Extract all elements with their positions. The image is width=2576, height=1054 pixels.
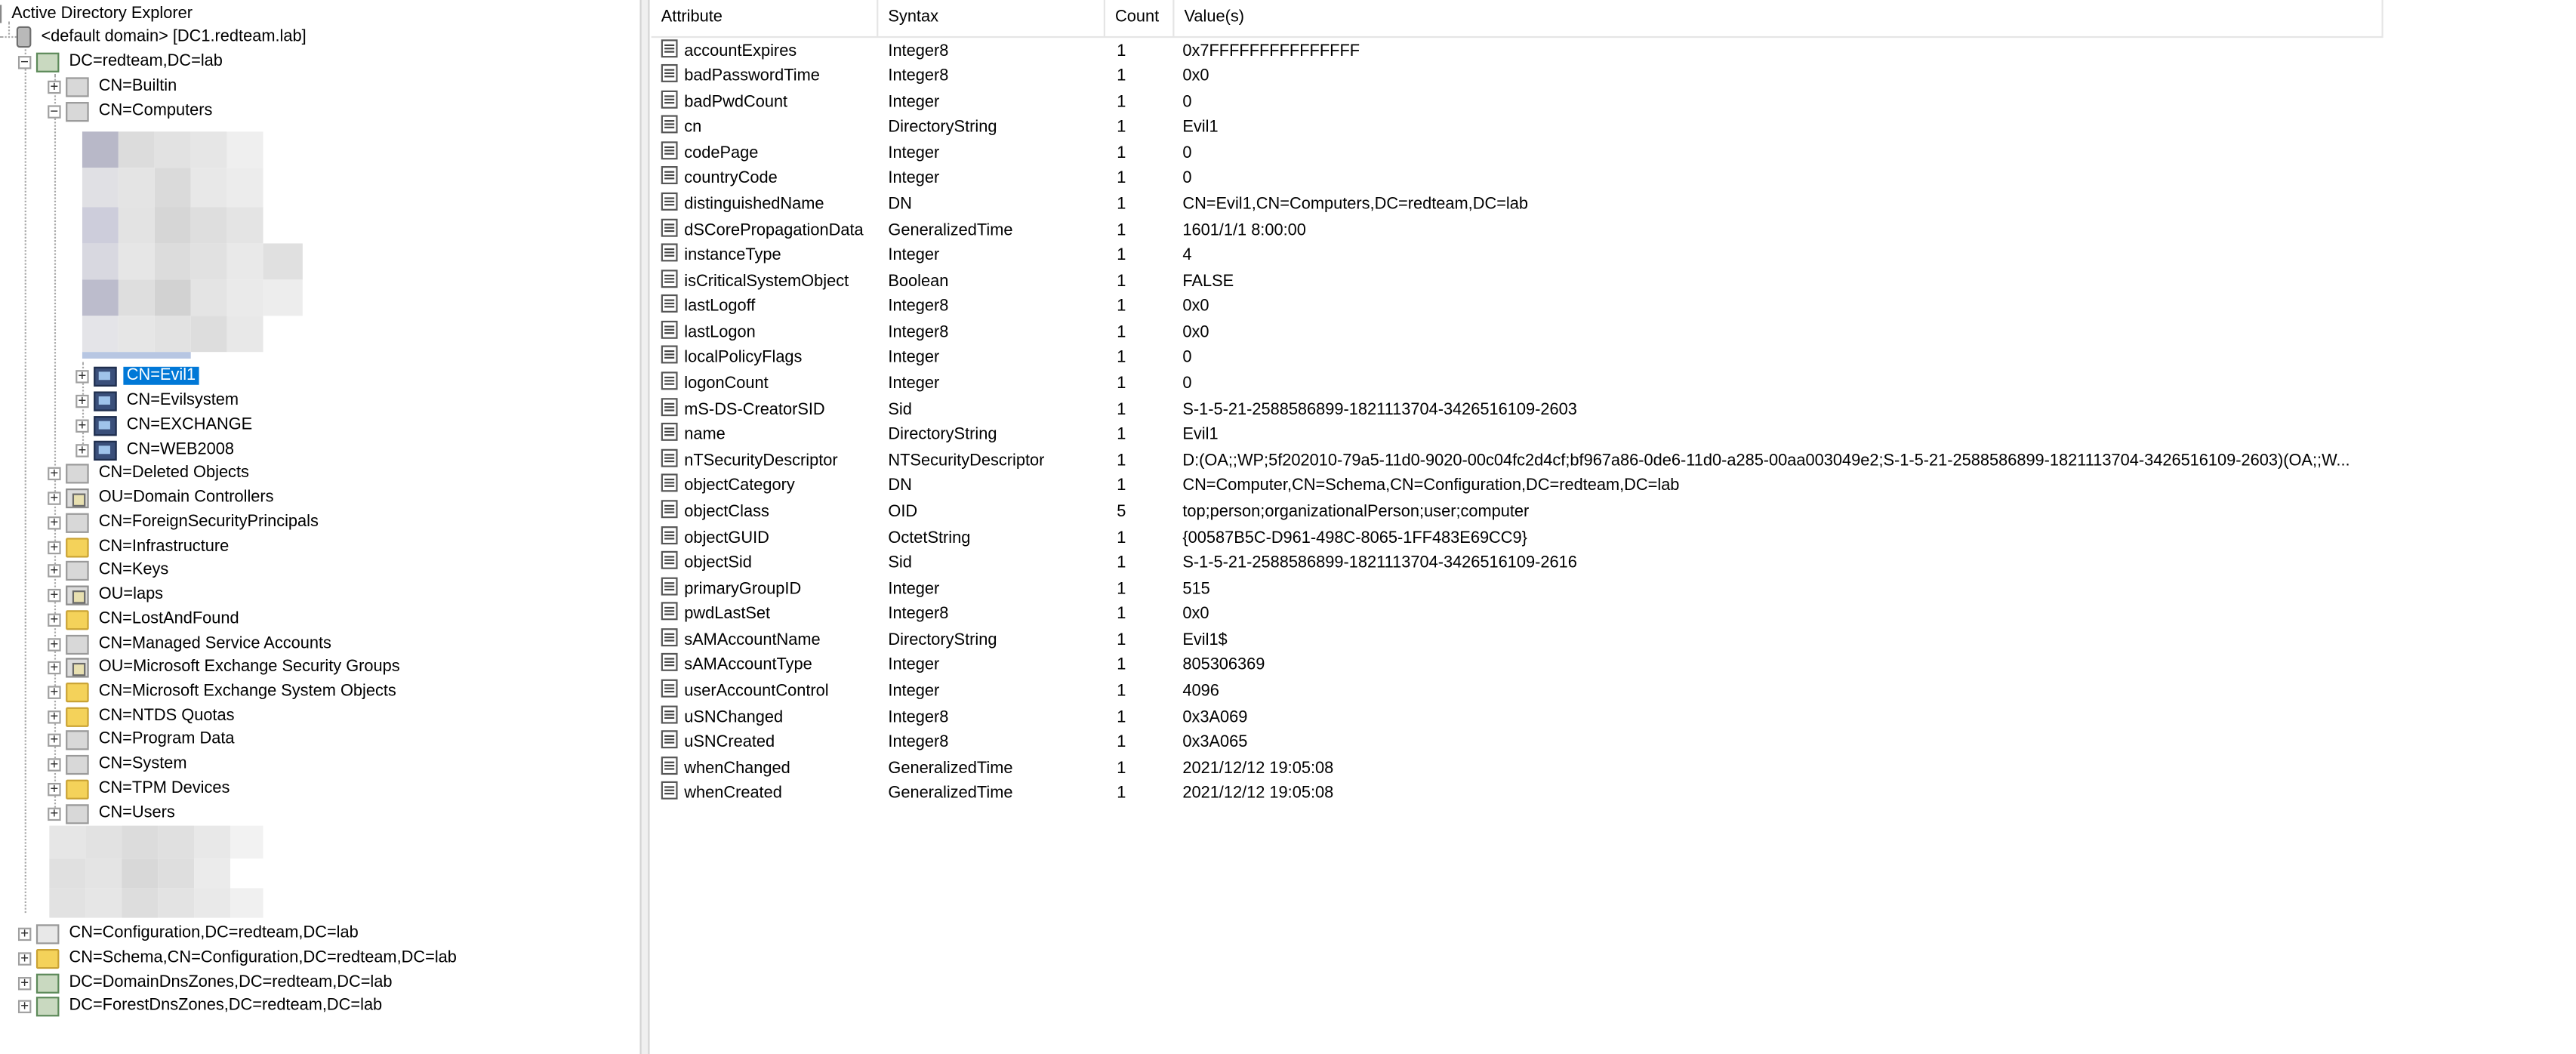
count-cell: 1 [1117,196,1126,214]
table-row[interactable] [652,141,2395,167]
tree-item-laps[interactable]: + OU=laps [48,582,166,607]
count-cell: 1 [1117,631,1126,650]
attribute-name-cell: whenCreated [684,784,782,803]
attribute-name-cell: primaryGroupID [684,580,802,599]
table-row[interactable] [652,193,2395,218]
attribute-name-cell: countryCode [684,170,778,189]
attribute-icon [661,346,678,364]
value-cell: CN=Evil1,CN=Computers,DC=redteam,DC=lab [1182,196,1528,214]
attribute-icon [661,270,678,288]
count-cell: 1 [1117,221,1126,240]
attribute-name-cell: userAccountControl [684,683,829,701]
table-row[interactable] [652,705,2395,731]
tree-root[interactable] [0,25,310,50]
computer-icon [94,366,116,386]
attribute-name-cell: distinguishedName [684,196,824,214]
value-cell: {00587B5C-D961-498C-8065-1FF483E69CC9} [1182,529,1527,547]
value-cell: 2021/12/12 19:05:08 [1182,759,1334,778]
attribute-name-cell: cn [684,119,702,137]
count-cell: 1 [1117,759,1126,778]
tree-item-domain-dns-zones[interactable]: + DC=DomainDnsZones,DC=redteam,DC=lab [18,970,396,995]
attribute-icon [661,90,678,108]
expand-icon[interactable]: + [48,757,60,770]
folder-icon [66,609,88,629]
count-cell: 1 [1117,683,1126,701]
attribute-icon [661,577,678,595]
container-icon [66,803,88,823]
table-row[interactable] [652,603,2395,628]
value-cell: 0 [1182,374,1192,393]
attribute-icon [661,448,678,467]
attribute-name-cell: dSCorePropagationData [684,221,864,240]
tree-item-forest-dns-zones[interactable]: + DC=ForestDnsZones,DC=redteam,DC=lab [18,994,386,1019]
count-cell: 1 [1117,170,1126,189]
expand-icon[interactable]: + [48,588,60,601]
app-title: Active Directory Explorer [11,5,193,23]
attribute-icon [661,731,678,749]
attribute-icon [661,603,678,621]
count-cell: 1 [1117,119,1126,137]
attribute-icon [661,244,678,262]
syntax-cell: Integer [888,657,940,676]
expand-icon[interactable]: + [48,807,60,820]
value-cell: CN=Computer,CN=Schema,CN=Configuration,DC=redteam,DC=lab [1182,477,1680,496]
app-title-row [0,2,193,26]
expand-icon[interactable]: + [18,951,31,964]
value-cell: S-1-5-21-2588586899-1821113704-3426516109-2616 [1182,554,1577,573]
attribute-icon [661,500,678,518]
value-cell: 0 [1182,93,1192,112]
table-row[interactable] [652,270,2395,295]
expand-icon[interactable]: + [48,733,60,746]
count-cell: 1 [1117,67,1126,86]
list-header [652,0,2383,38]
table-row[interactable] [652,218,2395,244]
attribute-name-cell: badPasswordTime [684,67,820,86]
attribute-name-cell: instanceType [684,247,781,266]
expand-icon[interactable]: + [48,516,60,529]
collapse-icon[interactable]: − [18,55,31,68]
tree-item-web2008[interactable]: + CN=WEB2008 [75,437,237,462]
tree-item-computers[interactable]: − CN=Computers [48,99,216,124]
attribute-name-cell: objectGUID [684,529,769,547]
expand-icon[interactable]: + [75,443,88,456]
expand-icon[interactable]: + [48,637,60,650]
column-header-count[interactable]: Count [1105,0,1174,36]
expand-icon[interactable]: + [75,369,88,382]
attribute-icon [661,397,678,415]
syntax-cell: DN [888,477,912,496]
selected-node-label: CN=Evil1 [123,367,199,385]
container-icon [66,560,88,580]
expand-icon[interactable]: + [48,541,60,553]
tree-item-system[interactable]: + CN=System [48,752,190,777]
ou-icon [66,657,88,676]
syntax-cell: Sid [888,554,912,573]
value-cell: 0x7FFFFFFFFFFFFFFF [1182,42,1360,60]
count-cell: 1 [1117,144,1126,163]
table-row[interactable] [652,397,2395,423]
attribute-name-cell: name [684,426,726,445]
configuration-icon [36,923,59,943]
tree-item-managed-service-accounts[interactable]: + CN=Managed Service Accounts [48,632,334,657]
expand-icon[interactable]: + [18,927,31,940]
folder-icon [36,948,59,968]
tree-item-exchange[interactable]: + CN=EXCHANGE [75,413,255,438]
attribute-icon [661,781,678,800]
expand-icon[interactable]: + [48,491,60,504]
value-cell: 0x0 [1182,323,1209,342]
value-cell: 0x0 [1182,297,1209,316]
syntax-cell: GeneralizedTime [888,221,1013,240]
attribute-name-cell: lastLogoff [684,297,756,316]
tree-root-label: <default domain> [DC1.redteam.lab] [41,28,307,46]
attribute-name-cell: isCriticalSystemObject [684,273,849,291]
syntax-cell: GeneralizedTime [888,759,1013,778]
folder-icon [66,682,88,701]
pane-splitter[interactable] [639,0,649,1054]
attribute-icon [661,295,678,313]
count-cell: 1 [1117,580,1126,599]
container-icon [66,463,88,482]
syntax-cell: Integer [888,374,940,393]
value-cell: 0x3A069 [1182,708,1248,726]
attribute-icon [661,525,678,544]
attribute-name-cell: objectCategory [684,477,795,496]
tree-item-exchange-security-groups[interactable]: + OU=Microsoft Exchange Security Groups [48,655,403,680]
expand-icon[interactable]: + [18,976,31,989]
value-cell: Evil1 [1182,426,1219,445]
table-row[interactable] [652,116,2395,141]
attribute-icon [661,423,678,441]
value-cell: 0 [1182,349,1192,368]
count-cell: 1 [1117,297,1126,316]
syntax-cell: Sid [888,400,912,419]
syntax-cell: DirectoryString [888,119,997,137]
attribute-list-pane[interactable] [652,0,2576,1054]
value-cell: 1601/1/1 8:00:00 [1182,221,1306,240]
syntax-cell: DirectoryString [888,426,997,445]
column-header-syntax[interactable]: Syntax [878,0,1105,36]
table-row[interactable] [652,39,2395,64]
table-row[interactable] [652,448,2395,474]
count-cell: 1 [1117,426,1126,445]
value-cell: 0 [1182,144,1192,163]
table-row[interactable] [652,64,2395,90]
expand-icon[interactable]: + [48,710,60,723]
tree-item-schema[interactable]: + CN=Schema,CN=Configuration,DC=redteam,DC=lab [18,946,460,971]
count-cell: 1 [1117,657,1126,676]
domain-icon [36,973,59,993]
table-row[interactable] [652,346,2395,371]
value-cell: 2021/12/12 19:05:08 [1182,784,1334,803]
domain-icon [36,996,59,1015]
attribute-name-cell: whenChanged [684,759,790,778]
tree-item-tpm-devices[interactable]: + CN=TPM Devices [48,776,233,801]
syntax-cell: Integer8 [888,323,949,342]
count-cell: 1 [1117,708,1126,726]
attribute-icon [661,141,678,159]
syntax-cell: Integer8 [888,733,949,752]
tree-item-domain[interactable]: − DC=redteam,DC=lab [18,49,226,74]
attribute-name-cell: uSNChanged [684,708,784,726]
count-cell: 1 [1117,42,1126,60]
expand-icon[interactable]: + [48,612,60,625]
attribute-icon [661,218,678,236]
syntax-cell: OctetString [888,529,971,547]
expand-icon[interactable]: + [75,394,88,407]
database-icon [17,26,32,48]
folder-icon [66,779,88,799]
value-cell: D:(OA;;WP;5f202010-79a5-11d0-9020-00c04fc2d4cf;bf967a86-0de6-11d0-a285-00aa003049e2;S-1-5-21-2588586899-1821113704-3426516109-2603)(OA;;W... [1182,451,2350,470]
syntax-cell: NTSecurityDescriptor [888,451,1045,470]
attribute-icon [661,654,678,672]
attribute-icon [661,321,678,339]
attribute-name-cell: objectClass [684,503,769,522]
count-cell: 1 [1117,374,1126,393]
table-row[interactable] [652,525,2395,551]
tree-item-keys[interactable]: + CN=Keys [48,558,172,583]
folder-icon [66,537,88,556]
table-row[interactable] [652,757,2395,782]
value-cell: Evil1 [1182,119,1219,137]
count-cell: 1 [1117,451,1126,470]
syntax-cell: Integer [888,683,940,701]
object-tree-pane[interactable] [0,0,638,1054]
syntax-cell: Integer [888,93,940,112]
value-cell: 805306369 [1182,657,1265,676]
attribute-name-cell: sAMAccountName [684,631,821,650]
syntax-cell: Integer8 [888,606,949,624]
table-row[interactable] [652,423,2395,448]
attribute-icon [661,64,678,82]
count-cell: 1 [1117,733,1126,752]
value-cell: 0x0 [1182,67,1209,86]
attribute-icon [661,757,678,775]
attribute-name-cell: codePage [684,144,759,163]
tree-item-evil1[interactable] [75,363,199,388]
container-icon [66,76,88,96]
attribute-icon [661,474,678,492]
table-row[interactable] [652,167,2395,193]
container-icon [66,513,88,532]
count-cell: 1 [1117,529,1126,547]
expand-icon[interactable]: + [48,80,60,93]
value-cell: 515 [1182,580,1210,599]
syntax-cell: DirectoryString [888,631,997,650]
attribute-icon [661,628,678,646]
table-row[interactable] [652,551,2395,577]
redacted-block-computers [72,122,306,362]
syntax-cell: GeneralizedTime [888,784,1013,803]
tree-item-program-data[interactable]: + CN=Program Data [48,727,238,752]
table-row[interactable] [652,654,2395,680]
attribute-name-cell: lastLogon [684,323,756,342]
value-cell: 0x0 [1182,606,1209,624]
count-cell: 1 [1117,554,1126,573]
tree-item-configuration[interactable]: + CN=Configuration,DC=redteam,DC=lab [18,921,362,946]
attribute-name-cell: objectSid [684,554,752,573]
table-row[interactable] [652,321,2395,347]
table-row[interactable] [652,781,2395,807]
computer-icon [94,440,116,460]
attribute-name-cell: logonCount [684,374,769,393]
value-cell: S-1-5-21-2588586899-1821113704-3426516109-2603 [1182,400,1577,419]
tree-item-infrastructure[interactable]: + CN=Infrastructure [48,535,232,559]
table-row[interactable] [652,577,2395,603]
attribute-icon [661,116,678,134]
count-cell: 1 [1117,93,1126,112]
table-row[interactable] [652,731,2395,757]
value-cell: top;person;organizationalPerson;user;computer [1182,503,1530,522]
tree-item-builtin[interactable]: + CN=Builtin [48,74,180,99]
syntax-cell: Integer8 [888,42,949,60]
column-header-values[interactable]: Value(s) [1174,0,2383,36]
attribute-icon [661,705,678,723]
attribute-icon [661,551,678,569]
count-cell: 1 [1117,273,1126,291]
column-header-attribute[interactable]: Attribute [652,0,879,36]
syntax-cell: Integer8 [888,708,949,726]
attribute-name-cell: nTSecurityDescriptor [684,451,838,470]
count-cell: 1 [1117,323,1126,342]
tree-item-foreign-security-principals[interactable]: + CN=ForeignSecurityPrincipals [48,510,322,535]
attribute-icon [661,371,678,390]
tree-item-ntds-quotas[interactable]: + CN=NTDS Quotas [48,704,238,729]
container-icon [66,754,88,774]
tree-item-evilsystem[interactable]: + CN=Evilsystem [75,388,242,413]
computer-icon [94,415,116,435]
attribute-icon [661,167,678,185]
table-row[interactable] [652,244,2395,270]
table-row[interactable] [652,474,2395,500]
attribute-name-cell: accountExpires [684,42,797,60]
attribute-name-cell: mS-DS-CreatorSID [684,400,825,419]
tree-item-lost-and-found[interactable]: + CN=LostAndFound [48,607,242,632]
table-row[interactable] [652,500,2395,525]
expand-icon[interactable]: + [48,563,60,576]
table-row[interactable] [652,371,2395,397]
computer-icon [94,390,116,410]
count-cell: 5 [1117,503,1126,522]
syntax-cell: OID [888,503,918,522]
syntax-cell: Integer [888,580,940,599]
attribute-icon [661,680,678,698]
syntax-cell: Integer [888,349,940,368]
attribute-icon [661,193,678,211]
count-cell: 1 [1117,606,1126,624]
ou-icon [66,488,88,507]
attribute-name-cell: badPwdCount [684,93,788,112]
attribute-icon [661,39,678,57]
folder-icon [66,707,88,726]
attribute-name-cell: sAMAccountType [684,657,812,676]
container-icon [66,729,88,749]
expand-icon[interactable]: + [75,418,88,431]
table-row[interactable] [652,628,2395,654]
count-cell: 1 [1117,477,1126,496]
value-cell: 0 [1182,170,1192,189]
container-icon [66,101,88,121]
count-cell: 1 [1117,400,1126,419]
tree-item-domain-controllers[interactable]: + OU=Domain Controllers [48,485,277,510]
tree-item-deleted-objects[interactable]: + CN=Deleted Objects [48,461,252,485]
syntax-cell: Integer [888,144,940,163]
redacted-block-bottom [46,822,270,924]
count-cell: 1 [1117,247,1126,266]
value-cell: 4096 [1182,683,1219,701]
table-row[interactable] [652,680,2395,705]
syntax-cell: Boolean [888,273,949,291]
value-cell: 4 [1182,247,1192,266]
syntax-cell: Integer [888,247,940,266]
syntax-cell: DN [888,196,912,214]
syntax-cell: Integer8 [888,297,949,316]
value-cell: FALSE [1182,273,1234,291]
value-cell: 0x3A065 [1182,733,1248,752]
domain-icon [36,52,59,72]
expand-icon[interactable]: + [18,999,31,1012]
expand-icon[interactable]: + [48,467,60,479]
expand-icon[interactable]: + [48,685,60,698]
table-row[interactable] [652,295,2395,321]
syntax-cell: Integer8 [888,67,949,86]
collapse-icon[interactable]: − [48,104,60,117]
attribute-name-cell: pwdLastSet [684,606,771,624]
attribute-name-cell: localPolicyFlags [684,349,803,368]
ou-icon [66,584,88,604]
tree-item-users[interactable]: + CN=Users [48,801,178,826]
value-cell: Evil1$ [1182,631,1228,650]
expand-icon[interactable]: + [48,661,60,673]
expand-icon[interactable]: + [48,782,60,795]
count-cell: 1 [1117,784,1126,803]
count-cell: 1 [1117,349,1126,368]
tree-item-exchange-system-objects[interactable]: + CN=Microsoft Exchange System Objects [48,680,399,704]
container-icon [66,634,88,654]
attribute-name-cell: uSNCreated [684,733,775,752]
table-row[interactable] [652,90,2395,116]
syntax-cell: Integer [888,170,940,189]
